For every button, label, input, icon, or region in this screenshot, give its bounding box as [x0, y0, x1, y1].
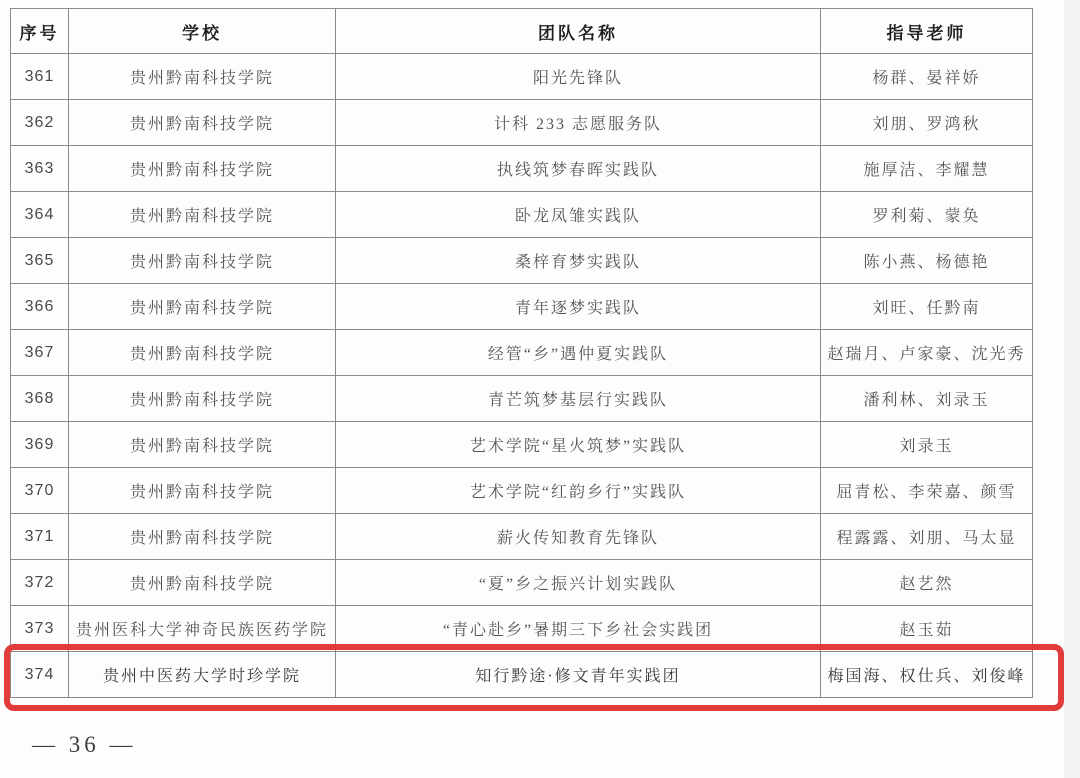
school-cell: 贵州黔南科技学院: [69, 100, 336, 146]
advisors-cell: 刘旺、任黔南: [821, 284, 1033, 330]
row-number-cell: 361: [11, 54, 69, 100]
school-cell: 贵州黔南科技学院: [69, 330, 336, 376]
teams-table: [10, 8, 1033, 698]
team-name-cell: 薪火传知教育先锋队: [336, 514, 821, 560]
table-row: [11, 238, 1033, 284]
table-row: [11, 422, 1033, 468]
advisors-cell: 杨群、晏祥娇: [821, 54, 1033, 100]
table-header-row: [11, 9, 1033, 54]
team-name-cell: 青年逐梦实践队: [336, 284, 821, 330]
team-name-cell: 知行黔途·修文青年实践团: [336, 652, 821, 698]
school-cell: 贵州黔南科技学院: [69, 146, 336, 192]
team-name-cell: 桑梓育梦实践队: [336, 238, 821, 284]
row-number-cell: 364: [11, 192, 69, 238]
table-row: [11, 560, 1033, 606]
team-name-cell: 执线筑梦春晖实践队: [336, 146, 821, 192]
table-row: [11, 514, 1033, 560]
table-row: [11, 284, 1033, 330]
table-row: [11, 652, 1033, 698]
table-row: [11, 606, 1033, 652]
scan-edge: [1064, 0, 1080, 778]
row-number-cell: 372: [11, 560, 69, 606]
school-cell: 贵州黔南科技学院: [69, 514, 336, 560]
advisors-cell: 陈小燕、杨德艳: [821, 238, 1033, 284]
table-row: [11, 468, 1033, 514]
row-number-cell: 366: [11, 284, 69, 330]
team-name-cell: 艺术学院“星火筑梦”实践队: [336, 422, 821, 468]
advisors-cell: 赵瑞月、卢家豪、沈光秀: [821, 330, 1033, 376]
team-name-cell: 卧龙凤雏实践队: [336, 192, 821, 238]
school-cell: 贵州黔南科技学院: [69, 468, 336, 514]
header-team-name: 团队名称: [336, 9, 821, 54]
team-name-cell: 艺术学院“红韵乡行”实践队: [336, 468, 821, 514]
advisors-cell: 梅国海、权仕兵、刘俊峰: [821, 652, 1033, 698]
table-row: [11, 100, 1033, 146]
school-cell: 贵州黔南科技学院: [69, 422, 336, 468]
advisors-cell: 刘朋、罗鸿秋: [821, 100, 1033, 146]
advisors-cell: 潘利林、刘录玉: [821, 376, 1033, 422]
school-cell: 贵州黔南科技学院: [69, 560, 336, 606]
team-name-cell: “青心赴乡”暑期三下乡社会实践团: [336, 606, 821, 652]
table-row: [11, 54, 1033, 100]
footer-page-number: — 36 —: [32, 732, 137, 757]
header-advisors: 指导老师: [821, 9, 1033, 54]
advisors-cell: 屈青松、李荣嘉、颜雪: [821, 468, 1033, 514]
row-number-cell: 370: [11, 468, 69, 514]
school-cell: 贵州黔南科技学院: [69, 238, 336, 284]
row-number-cell: 362: [11, 100, 69, 146]
row-number-cell: 369: [11, 422, 69, 468]
school-cell: 贵州黔南科技学院: [69, 376, 336, 422]
advisors-cell: 赵玉茹: [821, 606, 1033, 652]
row-number-cell: 373: [11, 606, 69, 652]
advisors-cell: 刘录玉: [821, 422, 1033, 468]
table-body: [11, 54, 1033, 698]
row-number-cell: 365: [11, 238, 69, 284]
table-row: [11, 330, 1033, 376]
school-cell: 贵州黔南科技学院: [69, 54, 336, 100]
team-name-cell: 阳光先锋队: [336, 54, 821, 100]
advisors-cell: 赵艺然: [821, 560, 1033, 606]
team-name-cell: “夏”乡之振兴计划实践队: [336, 560, 821, 606]
table-row: [11, 146, 1033, 192]
school-cell: 贵州医科大学神奇民族医药学院: [69, 606, 336, 652]
header-school: 学校: [69, 9, 336, 54]
advisors-cell: 罗利菊、蒙奂: [821, 192, 1033, 238]
advisors-cell: 程露露、刘朋、马太显: [821, 514, 1033, 560]
school-cell: 贵州黔南科技学院: [69, 192, 336, 238]
row-number-cell: 363: [11, 146, 69, 192]
row-number-cell: 371: [11, 514, 69, 560]
team-name-cell: 计科 233 志愿服务队: [336, 100, 821, 146]
school-cell: 贵州中医药大学时珍学院: [69, 652, 336, 698]
table-row: [11, 376, 1033, 422]
row-number-cell: 368: [11, 376, 69, 422]
advisors-cell: 施厚洁、李耀慧: [821, 146, 1033, 192]
school-cell: 贵州黔南科技学院: [69, 284, 336, 330]
team-name-cell: 经管“乡”遇仲夏实践队: [336, 330, 821, 376]
table-row: [11, 192, 1033, 238]
row-number-cell: 367: [11, 330, 69, 376]
header-no: 序号: [11, 9, 69, 54]
team-name-cell: 青芒筑梦基层行实践队: [336, 376, 821, 422]
row-number-cell: 374: [11, 652, 69, 698]
